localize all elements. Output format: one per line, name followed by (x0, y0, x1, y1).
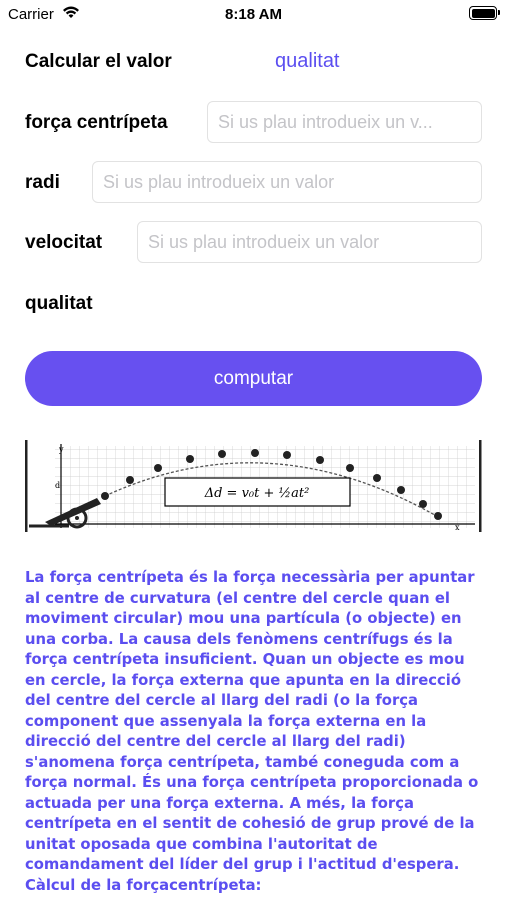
description-line: direcció del centre del cercle al llarg del radi) (25, 733, 406, 750)
description-line: s'anomena força centrípeta, també coneguda com a (25, 753, 460, 771)
clock: 8:18 AM (225, 6, 282, 23)
projectile-illustration (25, 440, 482, 532)
description-line: actuada per una força externa. A més, la força (25, 794, 414, 812)
description-text (25, 568, 485, 896)
battery-icon (469, 6, 497, 20)
description-line: moviment circular) mou una partícula (o objecte) en (25, 610, 462, 627)
description-line: component que assenyala la força externa en la (25, 712, 427, 730)
centripetal-force-input[interactable] (207, 101, 482, 143)
description-line: força centrípeta insuficient. Quan un objecte es mou (25, 651, 465, 668)
formula-label: Δd = v₀t + ½at² (204, 486, 310, 501)
svg-text:x: x (455, 523, 460, 532)
carrier-label: Carrier (8, 6, 54, 23)
velocity-label: velocitat (25, 232, 103, 253)
description-line: Càlcul de la forçacentrípeta: (25, 876, 262, 894)
compute-button[interactable]: computar (25, 351, 482, 406)
radius-label: radi (25, 172, 60, 193)
description-line: centrípeta en el sentit de cohesió de grup prové de la (25, 815, 475, 832)
description-line: força normal. És una força centrípeta proporcionada o (25, 774, 479, 791)
calc-value-picker[interactable]: qualitat (275, 50, 340, 72)
description-line: unitat oposada que combina l'autoritat de (25, 835, 378, 853)
description-line: en cercle, la força externa que apunta en la direcció (25, 671, 462, 689)
description-line: del centre del cercle al llarg del radi (o la força (25, 692, 419, 709)
result-label: qualitat (25, 293, 93, 314)
centripetal-force-label: força centrípeta (25, 112, 168, 133)
status-bar (0, 0, 507, 30)
velocity-input[interactable] (137, 221, 482, 263)
svg-text:y: y (59, 445, 64, 454)
description-line: al centre de curvatura (el centre del cercle quan el (25, 589, 450, 607)
description-line: La força centrípeta és la força necessària per apuntar (25, 569, 475, 586)
radius-input[interactable] (92, 161, 482, 203)
calc-label: Calcular el valor (25, 51, 172, 72)
description-line: una corba. La causa dels fenòmens centrífugs és la (25, 630, 453, 648)
svg-text:d: d (55, 481, 61, 490)
description-line: comandament del líder del grup i l'actitud d'espera. (25, 856, 460, 873)
